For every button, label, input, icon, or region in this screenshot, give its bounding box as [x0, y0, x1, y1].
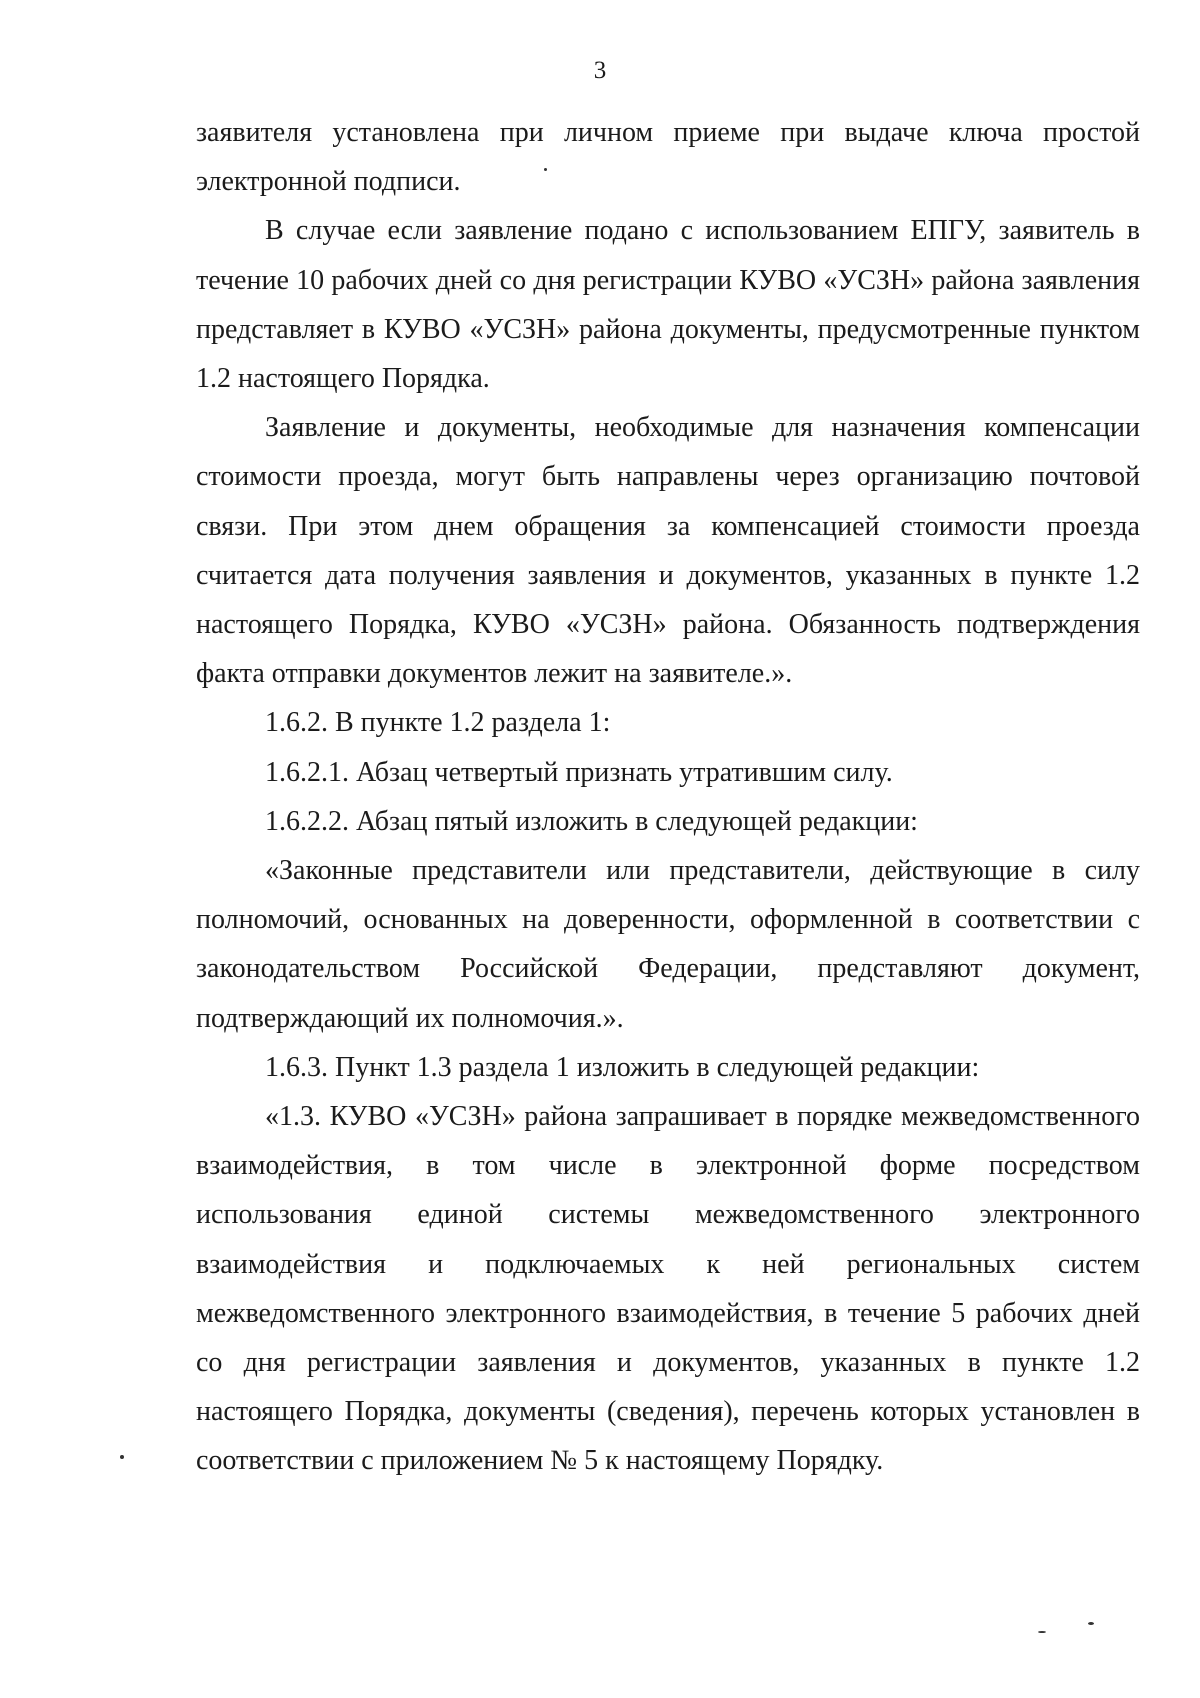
paragraph: 1.6.2.1. Абзац четвертый признать утратившим силу.	[265, 756, 893, 788]
scan-speck	[120, 1455, 124, 1459]
paragraph: «1.3. КУВО «УСЗН» района запрашивает в порядке межведомственного взаимодействия, в том числе в электронной форме посредством использования единой системы межведомственного электронного взаимодействия и подключаемых к ней региональных систем межведомственного электронного взаимодействия, в течение 5 рабочих дней со дня регистрации заявления и документов, указанных в пункте 1.2 настоящего Порядка, документы (сведения), перечень которых установлен в соответствии с приложением № 5 к настоящему Порядку.	[196, 1101, 1140, 1477]
scan-speck	[1038, 1631, 1046, 1633]
page-number: 3	[593, 57, 607, 84]
paragraph: В случае если заявление подано с использованием ЕПГУ, заявитель в течение 10 рабочих дней со дня регистрации КУВО «УСЗН» района заявления представляет в КУВО «УСЗН» района документы, предусмотренные пунктом 1.2 настоящего Порядка.	[196, 215, 1140, 395]
paragraph: 1.6.3. Пункт 1.3 раздела 1 изложить в следующей редакции:	[265, 1051, 980, 1083]
paragraph: Заявление и документы, необходимые для назначения компенсации стоимости проезда, могут быть направлены через организацию почтовой связи. При этом днем обращения за компенсацией стоимости проезда считается дата получения заявления и документов, указанных в пункте 1.2 настоящего Порядка, КУВО «УСЗН» района. Обязанность подтверждения факта отправки документов лежит на заявителе.».	[196, 412, 1140, 690]
paragraph: «Законные представители или представители, действующие в силу полномочий, основанных на доверенности, оформленной в соответствии с законодательством Российской Федерации, представляют документ, подтверждающий их полномочия.».	[196, 855, 1140, 1034]
paragraph: 1.6.2. В пункте 1.2 раздела 1:	[265, 707, 611, 739]
scan-speck	[1088, 1622, 1094, 1625]
document-body	[196, 108, 1140, 1486]
paragraph: 1.6.2.2. Абзац пятый изложить в следующей редакции:	[265, 805, 918, 837]
scan-speck	[544, 168, 547, 171]
paragraph: заявителя установлена при личном приеме при выдаче ключа простой электронной подписи.	[196, 117, 1140, 198]
